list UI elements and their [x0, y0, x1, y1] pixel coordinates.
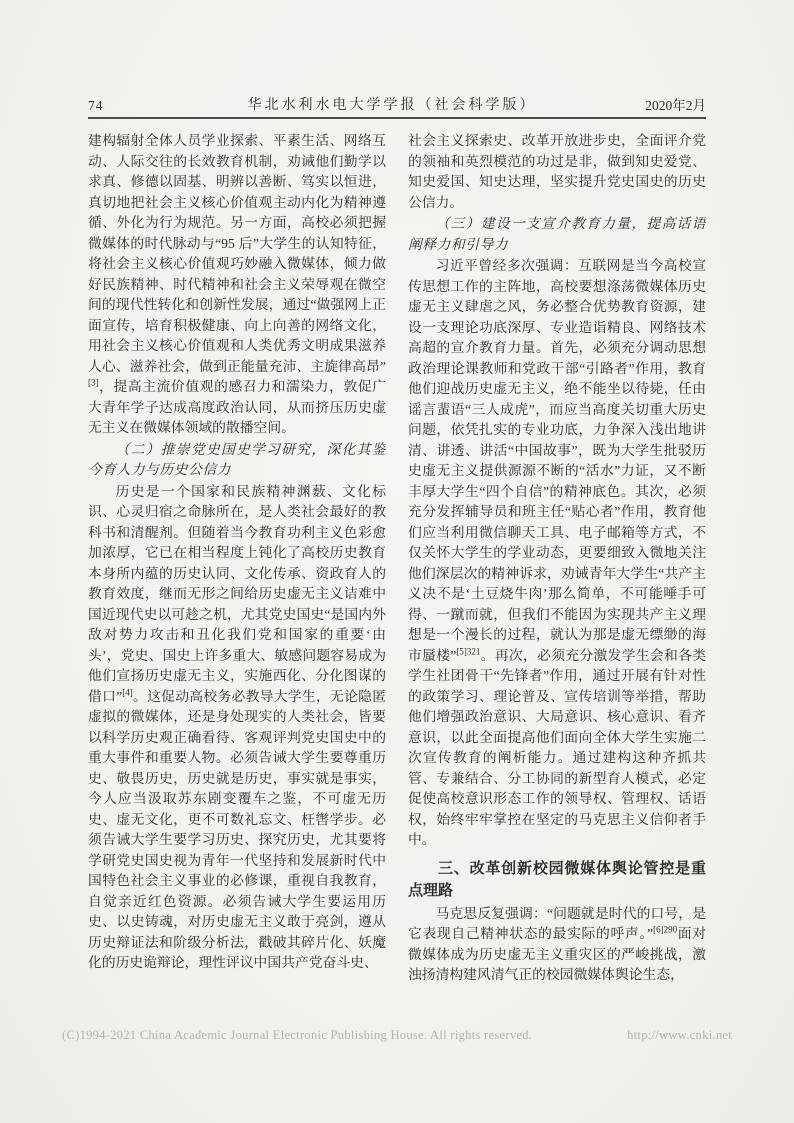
footnote-ref: [3]: [88, 377, 99, 388]
header-rule: [88, 117, 706, 119]
copyright-text: (C)1994-2021 China Academic Journal Electronic Publishing House. All rights reserved.: [62, 1028, 533, 1042]
footnote-ref: [5]321: [456, 645, 481, 656]
subsection-heading-two: （二）推崇党史国史学习研究，深化其鉴今育人力与历史公信力: [88, 441, 386, 477]
paragraph: 历史是一个国家和民族精神渊薮、文化标识、心灵归宿之命脉所在，是人类社会最好的教科书和清醒剂。但随着当今教育功利主义色彩愈加浓厚，它已在相当程度上钝化了高校历史教育本身所内蕴的历史认同、文化传承、资政育人的教育效度，继而无形之间给历史虚无主义诘难中国近现代史以可趁之机，尤其党史国史“是国内外敌对势力攻击和丑化我们党和国家的重要‘由头’，党史、国史上许多重大、敏感问题容易成为他们宣扬历史虚无主义，实施西化、分化图谋的借口”[4]。这促动高校务必教导大学生，无论隐匿虚拟的微媒体，还是身处现实的人类社会，皆要以科学历史观正确看待、客观评判党史国史中的重大事件和重要人物。必须告诫大学生要尊重历史、敬畏历史，历史就是历史，事实就是事实，今人应当汲取苏东剧变覆车之鉴，不可虚无历史、虚无文化，更不可数礼忘文、枉辔学步。必须告诫大学生要学习历史、探究历史，尤其要将学研党史国史视为青年一代坚持和发展新时代中国特色社会主义事业的必修课，重视自我教育，自觉亲近红色资源。必须告诫大学生要运用历史、以史铸魂，对历史虚无主义敢于亮剑，遵从历史辩证法和阶级分析法，戳破其碎片化、妖魔化的历史诡辩论，理性评议中国共产党奋斗史、: [88, 483, 386, 970]
page-header: [88, 94, 706, 114]
page-number: 74: [88, 98, 104, 113]
footnote-ref: [6]290: [653, 924, 678, 935]
footnote-ref: [4]: [122, 686, 133, 697]
footer-url: http://www.cnki.net: [627, 1028, 732, 1042]
paragraph-continuation: 社会主义探索史、改革开放进步史，全面评介党的领袖和英烈模范的功过是非，做到知史爱党、知史爱国、知史达理，坚实提升党史国史的历史公信力。: [408, 133, 706, 210]
subsection-heading-three: （三）建设一支宣介教育力量，提高话语阐释力和引导力: [408, 216, 706, 252]
column-right: [408, 131, 706, 1025]
issue-date: 2020年2月: [645, 98, 706, 113]
page-footer: [62, 1028, 732, 1043]
paragraph: 马克思反复强调：“问题就是时代的口号，是它表现自己精神状态的最实际的呼声。”$^{[6]290}$面对微媒体成为历史虚无主义重灾区的严峻挑战，激浊扬清构建风清气正的校园微媒体舆论生态，: [408, 905, 706, 982]
text-columns: [88, 131, 706, 1025]
journal-title: 华北水利水电大学学报（社会科学版）: [247, 98, 537, 113]
section-heading-three: 三、改革创新校园微媒体舆论管控是重点理路: [408, 859, 706, 899]
paragraph: 习近平曾经多次强调：互联网是当今高校宣传思想工作的主阵地，高校要想涤荡微媒体历史虚无主义肆虐之风，务必整合优势教育资源，建设一支理论功底深厚、专业造诣精良、网络技术高超的宣介教育力量。首先，必须充分调动思想政治理论课教师和党政干部“引路者”作用，教育他们迎战历史虚无主义，绝不能坐以待毙，任由谣言蜚语“三人成虎”，而应当高度关切重大历史问题，依凭扎实的专业功底，力争深入浅出地讲清、讲透、讲活“中国故事”，既为大学生批驳历史虚无主义提供源源不断的“活水”力证，又不断丰厚大学生“四个自信”的精神底色。其次，必须充分发挥辅导员和班主任“贴心者”作用，教育他们应当利用微信聊天工具、电子邮箱等方式，不仅关怀大学生的学业动态，更要细致入微地关注他们深层次的精神诉求，劝诫青年大学生“共产主义决不是‘土豆烧牛肉’那么简单，不可能唾手可得、一蹴而就，但我们不能因为实现共产主义理想是一个漫长的过程，就认为那是虚无缥缈的海市蜃楼”$^{[5]321}$。再次，必须充分激发学生会和各类学生社团骨干“先锋者”作用，通过开展有针对性的政策学习、理论普及、宣传培训等举措，帮助他们增强政治意识、大局意识、核心意识、看齐意识，以此全面提高他们面向全体大学生实施二次宣传教育的阐析能力。通过建构这种齐抓共管、专兼结合、分工协同的新型育人模式，必定促使高校意识形态工作的领导权、管理权、话语权，始终牢牢掌控在坚定的马克思主义信仰者手中。: [408, 258, 706, 847]
paragraph-continuation: 建构辐射全体人员学业探索、平素生活、网络互动、人际交往的长效教育机制，劝诫他们勤学以求真、修德以固基、明辨以善断、笃实以恒进，真切地把社会主义核心价值观主动内化为精神遵循、外化为行为规范。另一方面，高校必须把握微媒体的时代脉动与“95 后”大学生的认知特征，将社会主义核心价值观巧妙融入微媒体，倾力做好民族精神、时代精神和社会主义荣辱观在微空间的现代性转化和创新性发展，通过“做强网上正面宣传，培育积极健康、向上向善的网络文化，用社会主义核心价值观和人类优秀文明成果滋养人心、滋养社会，做到正能量充沛、主旋律高昂”[3]，提高主流价值观的感召力和濡染力，敦促广大青年学子达成高度政治认同，从而挤压历史虚无主义在微媒体领域的散播空间。: [88, 133, 386, 435]
column-left: [88, 131, 386, 1025]
